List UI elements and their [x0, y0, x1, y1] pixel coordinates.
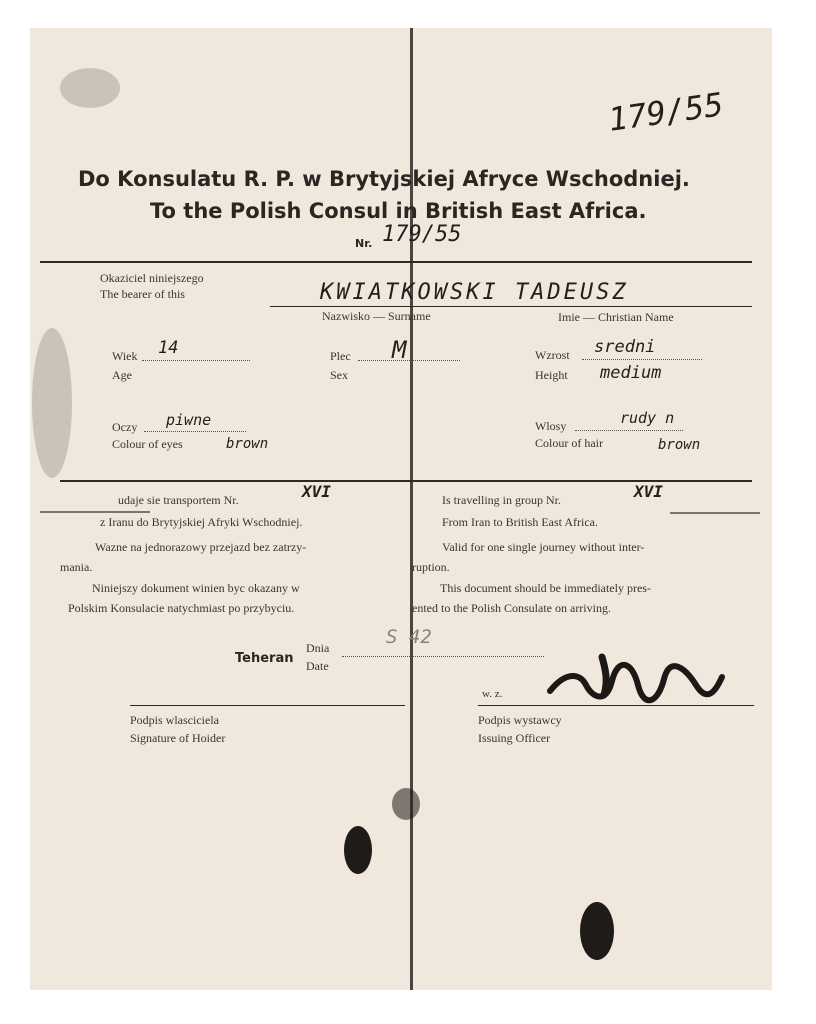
height-label-en: Height: [535, 368, 568, 382]
eyes-dots: [144, 431, 246, 432]
valid-en-line1: Valid for one single journey without inter-: [442, 540, 645, 554]
issuer-label-pl: Podpis wystawcy: [478, 713, 562, 727]
height-label-pl: Wzrost: [535, 348, 570, 362]
date-dots: [342, 656, 544, 657]
present-pl-line2: Polskim Konsulacie natychmiast po przybyciu.: [68, 601, 295, 615]
valid-pl-line2: mania.: [60, 560, 93, 574]
age-dots: [142, 360, 250, 361]
bearer-label-en: The bearer of this: [100, 287, 185, 301]
sex-value: M: [392, 336, 407, 364]
present-en-line1: This document should be immediately pres-: [440, 581, 651, 595]
sex-label-pl: Plec: [330, 349, 351, 363]
nr-label: Nr.: [355, 237, 373, 250]
ink-blot-left: [344, 826, 372, 874]
eyes-value-pl: piwne: [166, 411, 212, 429]
group-value-en: XVI: [634, 482, 663, 501]
file-number: 179/55: [605, 85, 726, 139]
issuer-sign-line: [478, 705, 754, 706]
route-en: From Iran to British East Africa.: [442, 515, 598, 529]
holder-label-en: Signature of Hoider: [130, 731, 226, 745]
christian-name-label: Imie — Christian Name: [558, 310, 674, 324]
age-label-en: Age: [112, 368, 132, 382]
surname-label: Nazwisko — Surname: [322, 309, 431, 323]
age-label-pl: Wiek: [112, 349, 138, 363]
issuer-label-en: Issuing Officer: [478, 731, 551, 745]
hair-value-pl: rudy n: [620, 409, 675, 427]
hair-value-en: brown: [658, 437, 701, 453]
sex-dots: [358, 360, 460, 361]
date-label-en: Date: [306, 659, 329, 673]
nr-value: 179/55: [382, 222, 462, 247]
height-value-en: medium: [600, 363, 662, 383]
eyes-label-en: Colour of eyes: [112, 437, 183, 451]
holder-label-pl: Podpis wlasciciela: [130, 713, 219, 727]
hair-label-en: Colour of hair: [535, 436, 603, 450]
corner-stain: [60, 68, 120, 108]
hair-label-pl: Wlosy: [535, 419, 567, 433]
hair-dots: [575, 430, 683, 431]
height-value-pl: sredni: [594, 337, 656, 357]
route-pl: z Iranu do Brytyjskiej Afryki Wschodniej.: [100, 515, 303, 529]
eyes-value-en: brown: [226, 436, 269, 452]
present-en-line2: ented to the Polish Consulate on arriving.: [412, 601, 611, 615]
valid-en-line2: ruption.: [412, 560, 450, 574]
bearer-name: KWIATKOWSKI TADEUSZ: [320, 280, 629, 305]
ink-blot-center: [392, 788, 420, 820]
date-value: S 42: [386, 626, 432, 648]
age-value: 14: [158, 338, 179, 358]
date-label-pl: Dnia: [306, 641, 330, 655]
date-place: Teheran: [235, 651, 294, 666]
title-polish: Do Konsulatu R. P. w Brytyjskiej Afryce Wschodniej.: [78, 167, 690, 191]
holder-sign-line: [130, 705, 405, 706]
sex-label-en: Sex: [330, 368, 348, 382]
edge-stain: [32, 328, 72, 478]
height-dots: [582, 359, 702, 360]
stroke-left: [40, 511, 150, 513]
valid-pl-line1: Wazne na jednorazowy przejazd bez zatrzy-: [95, 540, 307, 554]
stroke-right: [670, 512, 760, 514]
title-english: To the Polish Consul in British East Africa.: [150, 199, 647, 223]
name-line: [270, 306, 752, 307]
issuer-signature: [546, 651, 726, 711]
travel-document: [30, 28, 772, 990]
ink-blot-right: [580, 902, 614, 960]
group-label-en: Is travelling in group Nr.: [442, 493, 561, 507]
group-value-pl: XVI: [302, 482, 331, 501]
present-pl-line1: Niniejszy dokument winien byc okazany w: [92, 581, 300, 595]
divider-top: [40, 261, 752, 263]
issuer-wz: w. z.: [482, 688, 503, 700]
bearer-label-pl: Okaziciel niniejszego: [100, 271, 204, 285]
group-label-pl: udaje sie transportem Nr.: [118, 493, 239, 507]
eyes-label-pl: Oczy: [112, 420, 138, 434]
